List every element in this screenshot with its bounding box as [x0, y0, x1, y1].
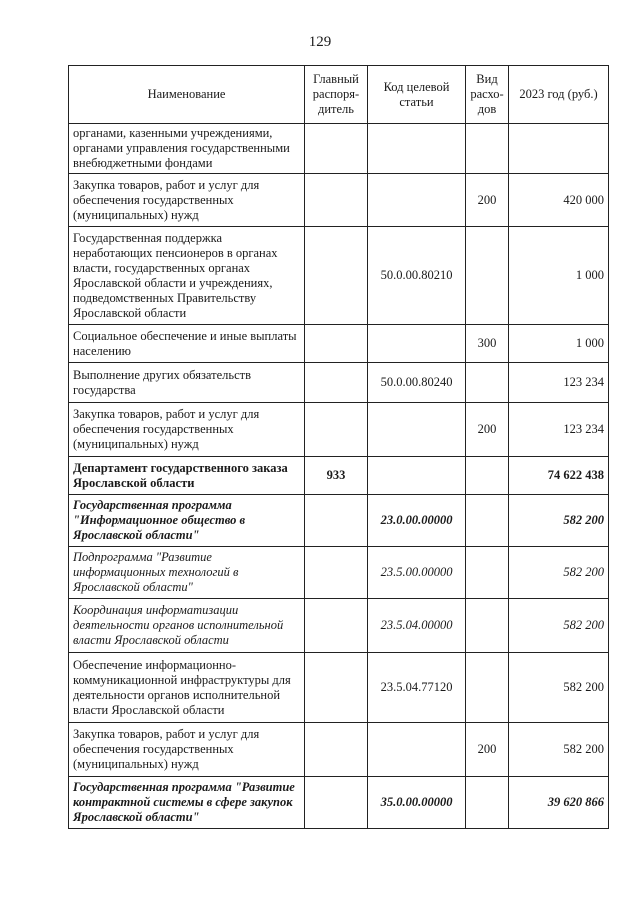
table-row	[69, 547, 609, 599]
cell-name: Закупка товаров, работ и услуг для обеспечения государственных (муниципальных) нужд	[69, 723, 305, 777]
cell-amount: 420 000	[509, 174, 609, 227]
cell-name: Закупка товаров, работ и услуг для обеспечения государственных (муниципальных) нужд	[69, 403, 305, 457]
cell-type	[466, 363, 509, 403]
cell-name: Выполнение других обязательств государства	[69, 363, 305, 403]
table-row	[69, 457, 609, 495]
table-row	[69, 363, 609, 403]
cell-type	[466, 124, 509, 174]
cell-name: Государственная программа "Информационное общество в Ярославской области"	[69, 495, 305, 547]
cell-name: Подпрограмма "Развитие информационных технологий в Ярославской области"	[69, 547, 305, 599]
cell-admin	[305, 174, 368, 227]
cell-name: Государственная поддержка неработающих пенсионеров в органах власти, государственных органах Ярославской области и учреждениях, подведомственных Правительству Ярославской области	[69, 227, 305, 325]
cell-name: Департамент государственного заказа Ярославской области	[69, 457, 305, 495]
cell-type	[466, 599, 509, 653]
cell-type	[466, 495, 509, 547]
cell-admin	[305, 325, 368, 363]
cell-amount: 1 000	[509, 325, 609, 363]
cell-type: 300	[466, 325, 509, 363]
cell-admin	[305, 777, 368, 829]
cell-amount: 123 234	[509, 363, 609, 403]
header-code: Код целевой статьи	[368, 66, 466, 124]
page-number: 129	[308, 34, 332, 50]
cell-code	[368, 403, 466, 457]
cell-admin	[305, 363, 368, 403]
cell-name: Государственная программа "Развитие контрактной системы в сфере закупок Ярославской области"	[69, 777, 305, 829]
cell-admin	[305, 547, 368, 599]
cell-code	[368, 124, 466, 174]
cell-amount: 582 200	[509, 653, 609, 723]
cell-name: Обеспечение информационно-коммуникационной инфраструктуры для деятельности органов исполнительной власти Ярославской области	[69, 653, 305, 723]
table-row	[69, 403, 609, 457]
cell-type	[466, 227, 509, 325]
table-header-row	[69, 66, 609, 124]
cell-name: Социальное обеспечение и иные выплаты населению	[69, 325, 305, 363]
cell-name: Координация информатизации деятельности органов исполнительной власти Ярославской области	[69, 599, 305, 653]
cell-code: 23.5.04.00000	[368, 599, 466, 653]
table-row	[69, 174, 609, 227]
cell-admin	[305, 599, 368, 653]
cell-amount: 582 200	[509, 547, 609, 599]
cell-code: 23.5.00.00000	[368, 547, 466, 599]
header-admin: Главный распоря-дитель	[305, 66, 368, 124]
cell-admin	[305, 653, 368, 723]
cell-code: 35.0.00.00000	[368, 777, 466, 829]
cell-code	[368, 723, 466, 777]
table-row	[69, 653, 609, 723]
cell-code: 50.0.00.80210	[368, 227, 466, 325]
cell-amount: 1 000	[509, 227, 609, 325]
cell-code: 23.5.04.77120	[368, 653, 466, 723]
cell-admin	[305, 723, 368, 777]
header-type: Вид расхо-дов	[466, 66, 509, 124]
table-row	[69, 495, 609, 547]
cell-amount: 74 622 438	[509, 457, 609, 495]
cell-amount: 582 200	[509, 599, 609, 653]
cell-code: 23.0.00.00000	[368, 495, 466, 547]
table-row	[69, 227, 609, 325]
cell-code	[368, 325, 466, 363]
table-row	[69, 777, 609, 829]
cell-name: Закупка товаров, работ и услуг для обеспечения государственных (муниципальных) нужд	[69, 174, 305, 227]
cell-amount	[509, 124, 609, 174]
cell-code	[368, 174, 466, 227]
cell-amount: 582 200	[509, 495, 609, 547]
table-row	[69, 124, 609, 174]
cell-type	[466, 547, 509, 599]
cell-name: органами, казенными учреждениями, органами управления государственными внебюджетными фондами	[69, 124, 305, 174]
cell-admin: 933	[305, 457, 368, 495]
table-row	[69, 599, 609, 653]
header-name: Наименование	[69, 66, 305, 124]
cell-type	[466, 653, 509, 723]
budget-table	[68, 65, 609, 829]
cell-type: 200	[466, 403, 509, 457]
cell-type	[466, 457, 509, 495]
cell-amount: 39 620 866	[509, 777, 609, 829]
cell-admin	[305, 124, 368, 174]
cell-admin	[305, 495, 368, 547]
cell-type	[466, 777, 509, 829]
table-row	[69, 325, 609, 363]
cell-admin	[305, 403, 368, 457]
table-row	[69, 723, 609, 777]
cell-amount: 582 200	[509, 723, 609, 777]
header-amount: 2023 год (руб.)	[509, 66, 609, 124]
cell-code	[368, 457, 466, 495]
cell-code: 50.0.00.80240	[368, 363, 466, 403]
cell-type: 200	[466, 174, 509, 227]
table-body	[69, 124, 609, 829]
cell-admin	[305, 227, 368, 325]
cell-amount: 123 234	[509, 403, 609, 457]
cell-type: 200	[466, 723, 509, 777]
